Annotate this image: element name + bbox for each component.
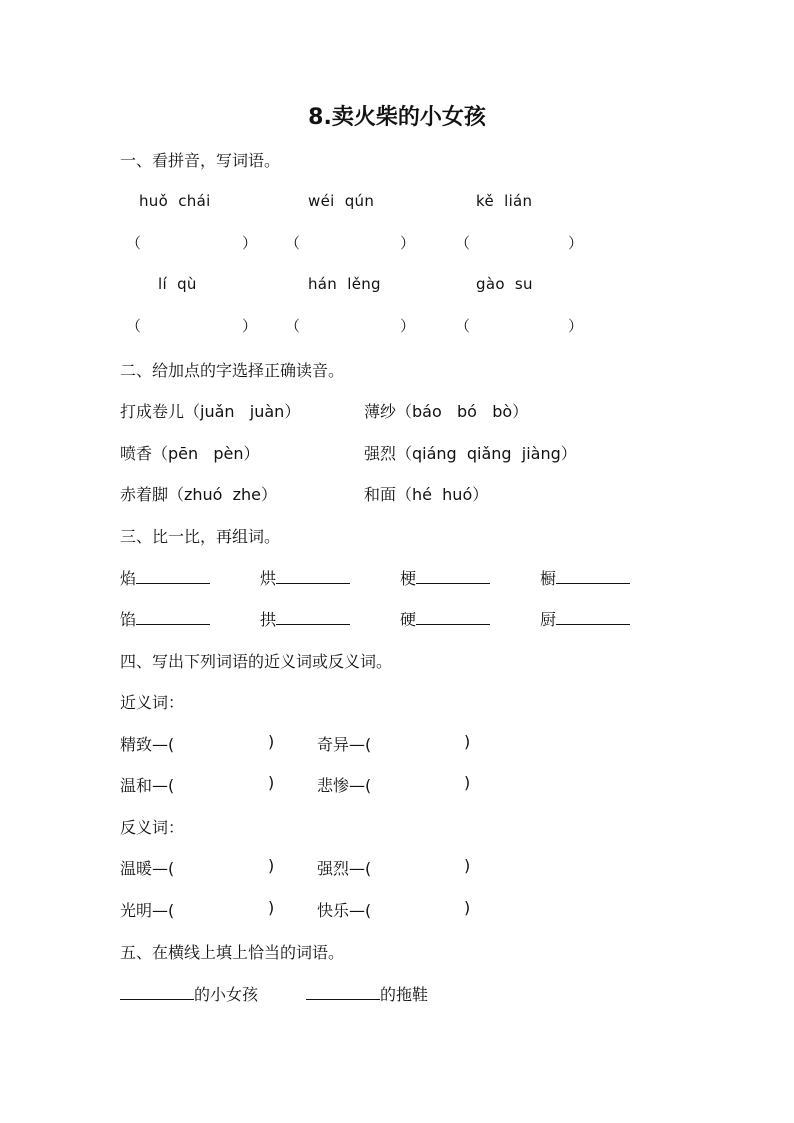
section4-heading: 四、写出下列词语的近义词或反义词。 xyxy=(120,652,393,671)
compare-char: 馅 xyxy=(120,610,137,629)
paren-close: ) xyxy=(268,898,275,917)
fill-item-text: 的小女孩 xyxy=(194,985,259,1004)
answer-paren-close: ） xyxy=(242,317,258,335)
answer-blank[interactable] xyxy=(416,567,490,584)
answer-paren-close: ） xyxy=(400,234,416,252)
synonym-item: 温和—( xyxy=(120,776,175,795)
reading-item: 喷香（pēn pèn） xyxy=(120,444,260,463)
reading-item: 和面（hé huó） xyxy=(364,485,489,504)
answer-blank[interactable] xyxy=(276,567,350,584)
paren-close: ) xyxy=(268,773,275,792)
answer-blank[interactable] xyxy=(120,983,194,1000)
section1-heading: 一、看拼音，写词语。 xyxy=(120,151,281,170)
compare-item xyxy=(120,607,210,630)
answer-paren-open: （ xyxy=(285,317,301,335)
antonym-item: 强烈—( xyxy=(317,859,372,878)
fill-item xyxy=(306,982,428,1005)
compare-item xyxy=(120,566,210,589)
reading-item: 薄纱（báo bó bò） xyxy=(364,402,529,421)
synonym-item: 奇异—( xyxy=(317,735,372,754)
section2-heading: 二、给加点的字选择正确读音。 xyxy=(120,361,345,380)
paren-close: ) xyxy=(464,856,471,875)
compare-char: 橱 xyxy=(540,569,557,588)
pinyin-huochai: huǒ chái xyxy=(139,192,211,210)
compare-item xyxy=(260,566,350,589)
answer-blank[interactable] xyxy=(136,608,210,625)
compare-char: 厨 xyxy=(540,610,557,629)
pinyin-hanleng: hán lěng xyxy=(308,275,381,293)
answer-paren-close: ） xyxy=(400,317,416,335)
synonym-item: 悲惨—( xyxy=(317,776,372,795)
compare-item xyxy=(540,566,630,589)
answer-paren-open: （ xyxy=(126,234,142,252)
answer-paren-open: （ xyxy=(285,234,301,252)
compare-item xyxy=(400,566,490,589)
pinyin-kelian: kě lián xyxy=(476,192,533,210)
paren-close: ) xyxy=(268,856,275,875)
fill-item-text: 的拖鞋 xyxy=(380,985,429,1004)
pinyin-gaosu: gào su xyxy=(476,275,533,293)
antonym-item: 快乐—( xyxy=(317,901,372,920)
answer-paren-close: ） xyxy=(242,234,258,252)
reading-item: 赤着脚（zhuó zhe） xyxy=(120,485,278,504)
reading-item: 打成卷儿（juǎn juàn） xyxy=(120,402,301,421)
answer-blank[interactable] xyxy=(136,567,210,584)
paren-close: ) xyxy=(464,732,471,751)
page-title: 8.卖火柴的小女孩 xyxy=(308,105,486,130)
paren-close: ) xyxy=(464,773,471,792)
answer-blank[interactable] xyxy=(276,608,350,625)
section5-heading: 五、在横线上填上恰当的词语。 xyxy=(120,943,345,962)
compare-char: 硬 xyxy=(400,610,417,629)
section3-heading: 三、比一比，再组词。 xyxy=(120,527,281,546)
answer-blank[interactable] xyxy=(556,567,630,584)
answer-paren-close: ） xyxy=(568,317,584,335)
answer-blank[interactable] xyxy=(306,983,380,1000)
antonym-item: 温暖—( xyxy=(120,859,175,878)
antonym-label: 反义词： xyxy=(120,818,185,837)
paren-close: ) xyxy=(268,732,275,751)
synonym-item: 精致—( xyxy=(120,735,175,754)
answer-blank[interactable] xyxy=(416,608,490,625)
answer-paren-close: ） xyxy=(568,234,584,252)
paren-close: ) xyxy=(464,898,471,917)
compare-char: 梗 xyxy=(400,569,417,588)
compare-item xyxy=(260,607,350,630)
compare-char: 焰 xyxy=(120,569,137,588)
pinyin-weiqun: wéi qún xyxy=(308,192,375,210)
synonym-label: 近义词： xyxy=(120,693,185,712)
compare-item xyxy=(400,607,490,630)
answer-blank[interactable] xyxy=(556,608,630,625)
answer-paren-open: （ xyxy=(455,317,471,335)
compare-char: 拱 xyxy=(260,610,277,629)
antonym-item: 光明—( xyxy=(120,901,175,920)
answer-paren-open: （ xyxy=(455,234,471,252)
compare-char: 烘 xyxy=(260,569,277,588)
compare-item xyxy=(540,607,630,630)
fill-item xyxy=(120,982,258,1005)
answer-paren-open: （ xyxy=(126,317,142,335)
pinyin-liqu: lí qù xyxy=(158,275,197,293)
reading-item: 强烈（qiáng qiǎng jiàng） xyxy=(364,444,577,463)
